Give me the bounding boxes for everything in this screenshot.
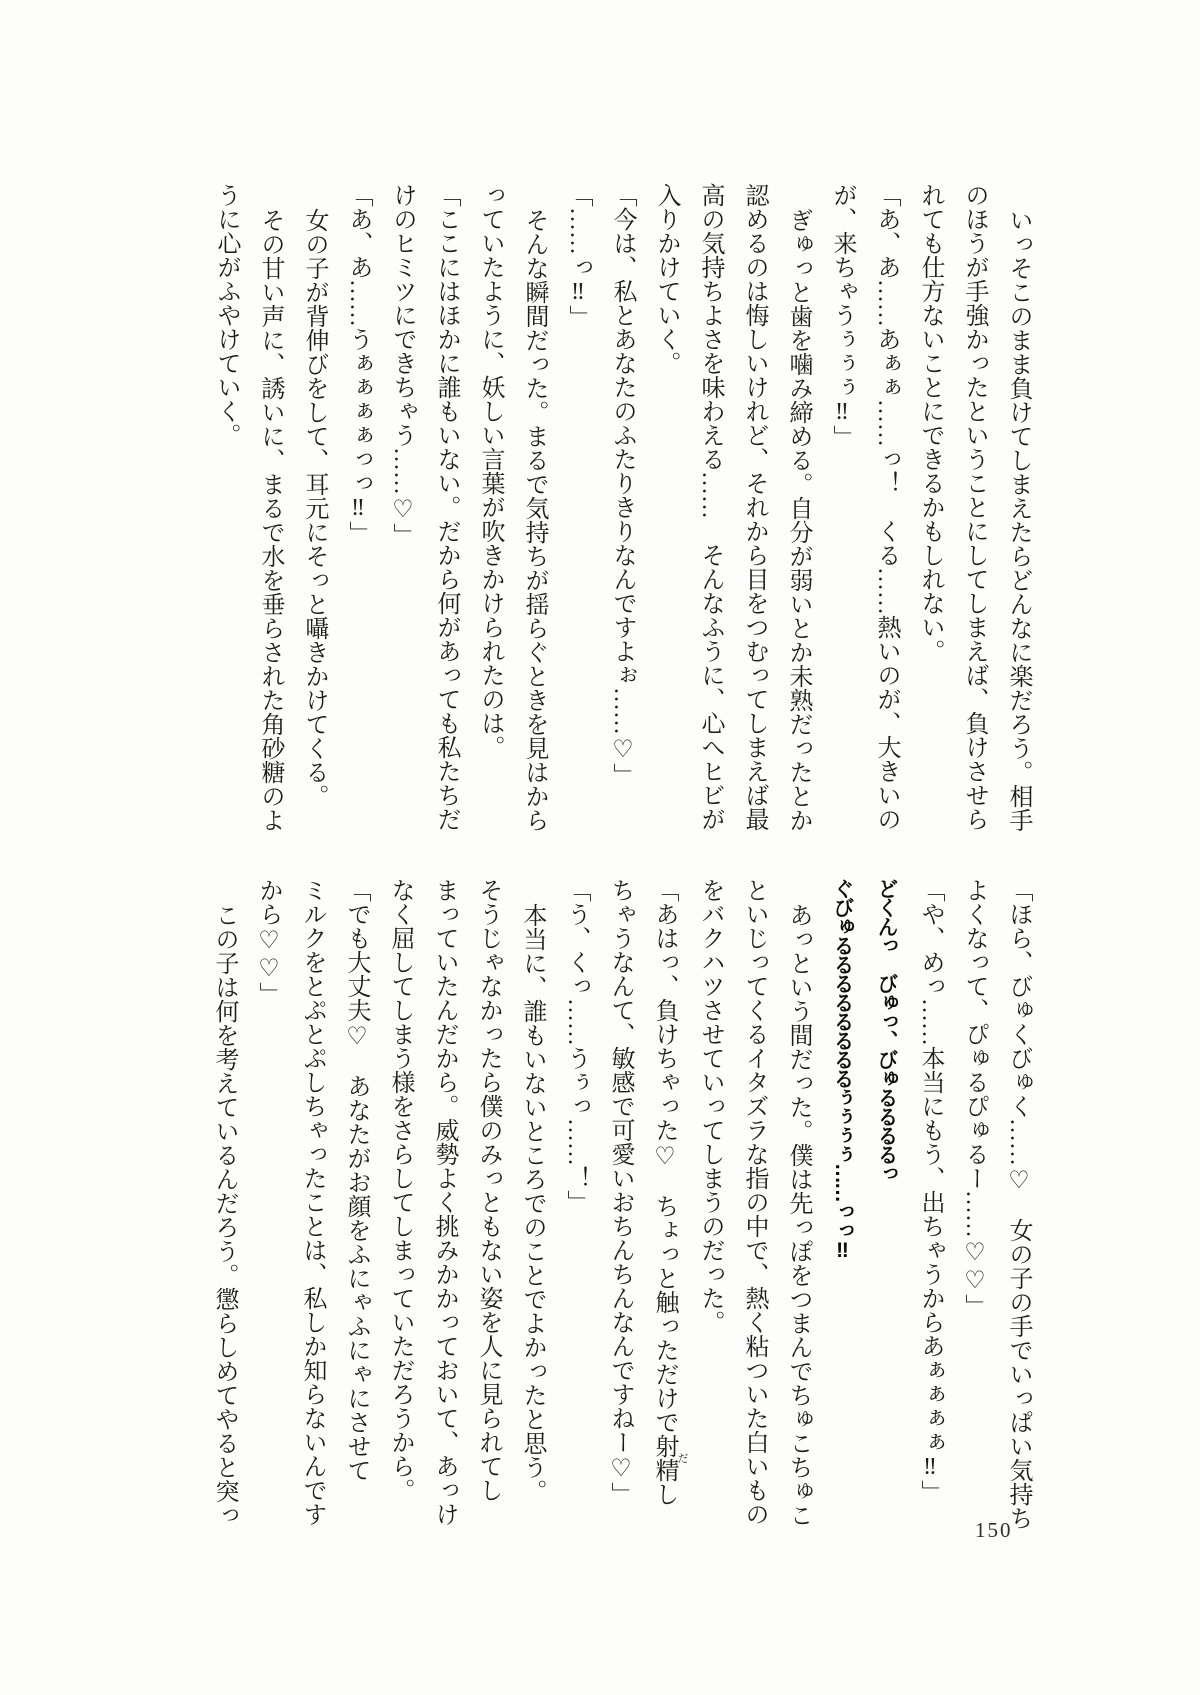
text-line: から♡♡」 xyxy=(255,878,281,1006)
text-line: 「ここにはほかに誰もいない。だから何があっても私たちだ xyxy=(433,183,459,831)
text-line: この子は何を考えているんだろう。懲らしめてやると突っ xyxy=(211,903,237,1527)
text-line: が、来ちゃうぅぅぅ‼」 xyxy=(829,183,855,449)
text-line: あっという間だった。僕は先っぽをつまんでちゅこちゅこ xyxy=(785,903,811,1527)
text-line: 入りかけていく。 xyxy=(653,183,679,375)
text-line: 本当に、誰もいないところでのことでよかったと思う。 xyxy=(519,903,545,1503)
text-tier-bottom xyxy=(202,878,1040,1530)
text-line: その甘い声に、誘いに、まるで水を垂らされた角砂糖のよ xyxy=(257,208,283,832)
text-line: どくんっ びゅっ、びゅるるるるっ xyxy=(875,878,898,1182)
text-line: 高の気持ちよさを味わえる…… そんなふうに、心へヒビが xyxy=(697,183,723,831)
text-line: ミルクをとぷとぷしちゃったことは、私しか知らないんです xyxy=(299,878,325,1526)
text-line: 認めるのは悔しいけれど、それから目をつむってしまえば最 xyxy=(741,183,767,831)
text-line: っていたように、妖しい言葉が吹きかけられたのは。 xyxy=(477,183,503,759)
text-line: よくなって、ぴゅるぴゅるー……♡♡」 xyxy=(961,878,987,1318)
text-line: けのヒミツにできちゃう……♡」 xyxy=(389,183,415,547)
text-line: 女の子が背伸びをして、耳元にそっと囁きかけてくる。 xyxy=(301,208,327,808)
text-line: いっそこのまま負けてしまえたらどんなに楽だろう。相手 xyxy=(1005,208,1031,832)
text-line: 「今は、私とあなたのふたりきりなんですよぉ……♡」 xyxy=(609,183,635,787)
text-line: なく屈してしまう様をさらしてしまっていただろうから。 xyxy=(387,878,413,1502)
text-line: ぐびゅるるるるるるるるぅぅぅぅ……っっ‼ xyxy=(831,878,854,1260)
text-tier-top xyxy=(204,183,1040,835)
text-line: れても仕方ないことにできるかもしれない。 xyxy=(917,183,943,663)
text-line: のほうが手強かったということにしてしまえば、負けさせら xyxy=(961,183,987,831)
text-line: をバクハツさせていってしまうのだった。 xyxy=(697,878,723,1334)
text-line: 「あ、あ……うぁぁぁぁっっ‼」 xyxy=(345,183,371,545)
text-line: まっていたんだから。威勢よく挑みかかっておいて、あっけ xyxy=(431,878,457,1526)
text-line: 「あ、あ……あぁぁ……っ！ くる……熱いのが、大きいの xyxy=(873,183,899,831)
text-line: そんな瞬間だった。まるで気持ちが揺らぐときを見はから xyxy=(521,208,547,832)
text-line: 「や、めっ……本当にもう、出ちゃうからあぁぁぁぁ‼」 xyxy=(917,878,943,1504)
text-line: 「う、くっ……うぅっ……！」 xyxy=(563,878,589,1214)
text-line: 「あはっ、負けちゃった♡ ちょっと触っただけで射精 だし xyxy=(651,878,688,1506)
text-line: ぎゅっと歯を噛み締める。自分が弱いとか未熟だったとか xyxy=(785,208,811,832)
text-line: 「ほら、びゅくびゅく……♡ 女の子の手でいっぱい気持ち xyxy=(1005,878,1031,1530)
text-line: ちゃうなんて、敏感で可愛いおちんちんなんですねー♡」 xyxy=(607,878,633,1506)
page-number: 150 xyxy=(975,1518,1013,1542)
text-line: といじってくるイタズラな指の中で、熱く粘ついた白いもの xyxy=(741,878,767,1526)
text-line: うに心がふやけていく。 xyxy=(213,183,239,447)
text-line: 「でも大丈夫♡ あなたがお顔をふにゃふにゃにさせて xyxy=(343,878,369,1482)
text-line: そうじゃなかったら僕のみっともない姿を人に見られてし xyxy=(475,878,501,1502)
text-line: 「……っ‼」 xyxy=(565,183,591,329)
